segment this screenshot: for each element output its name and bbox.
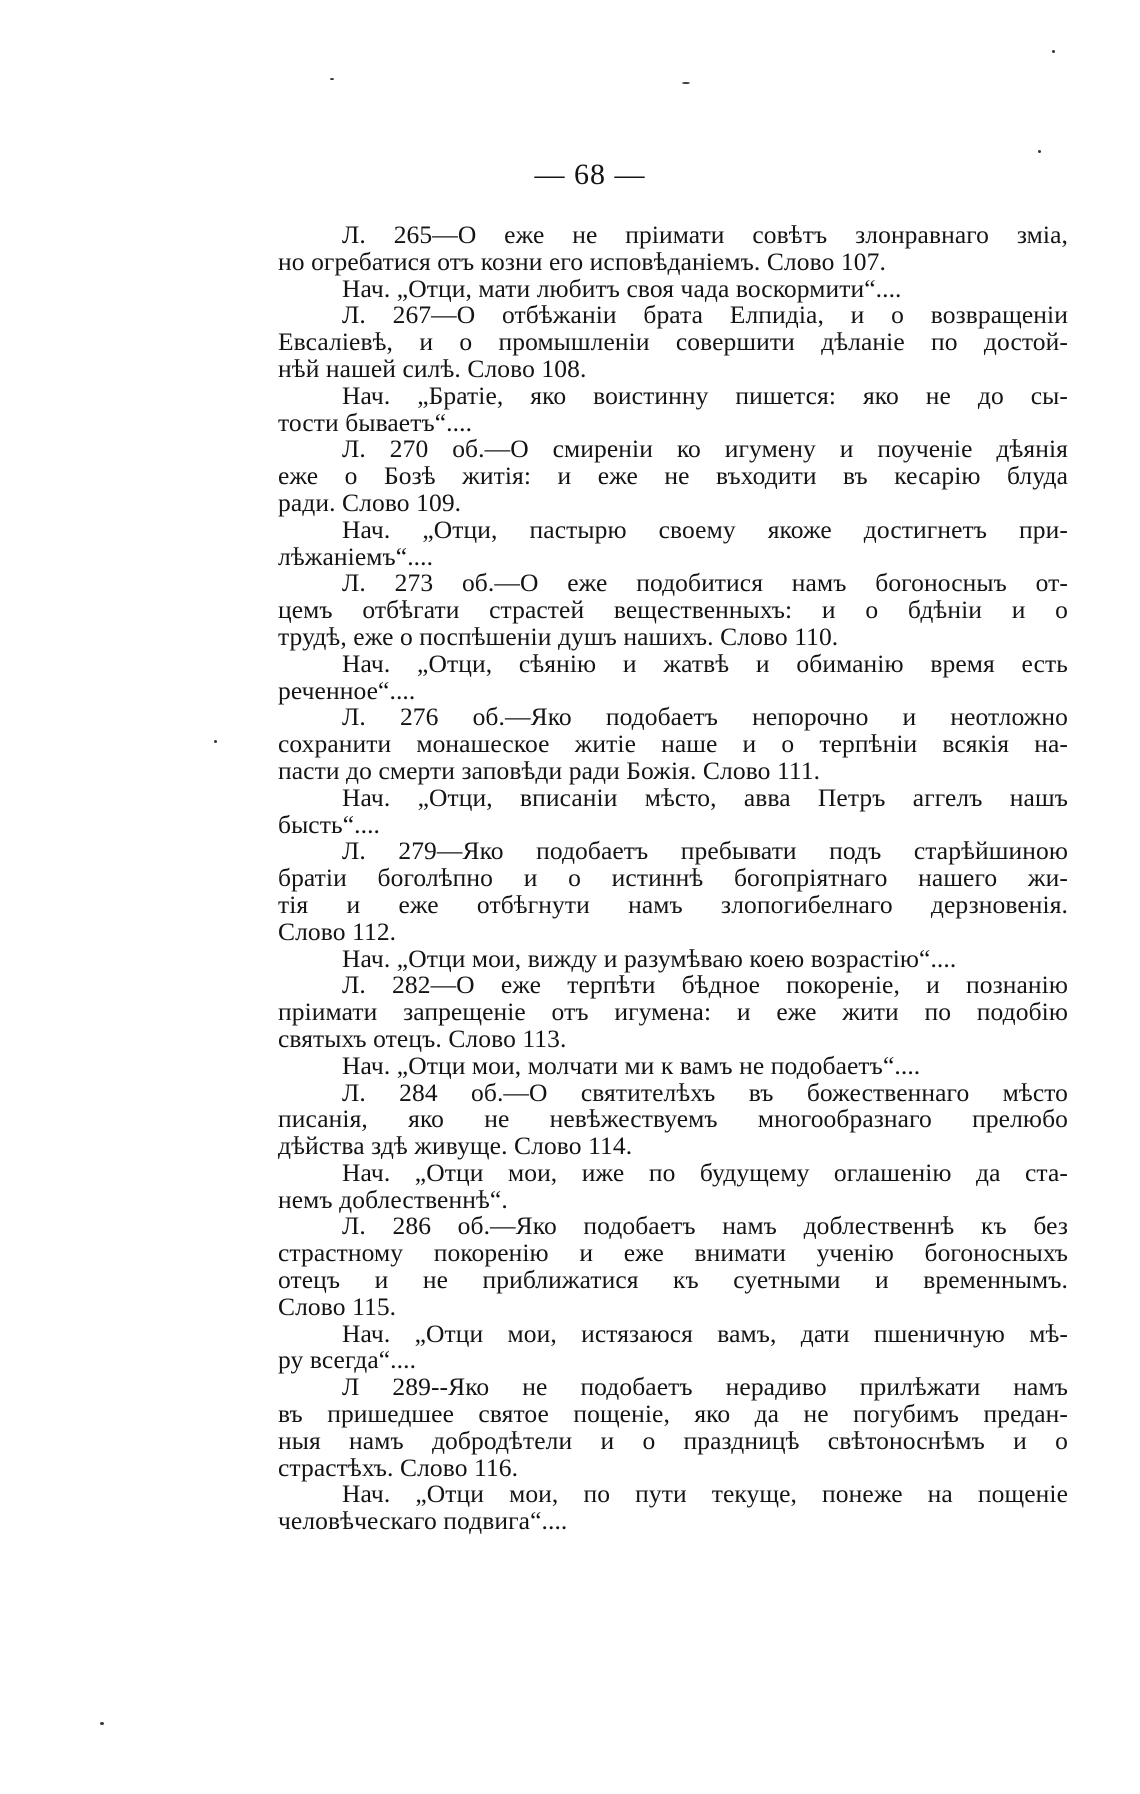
scan-speck (1038, 150, 1041, 153)
text-line: страстѣхъ. Слово 116. (278, 1452, 519, 1482)
text-line: въ пришедшее святое пощеніе, яко да не погубимъ предан- (278, 1399, 1068, 1429)
text-line: Л. 265—О еже не пріимати совѣтъ злонравнаго зміа, (342, 220, 1068, 249)
text-line: трудѣ, еже о поспѣшеніи душъ нашихъ. Слово 110. (278, 621, 839, 651)
text-line: пасти до смерти заповѣди ради Божія. Слово 111. (278, 755, 821, 785)
text-line: дѣйства здѣ живуще. Слово 114. (278, 1131, 633, 1161)
body-text (278, 222, 1068, 1535)
text-line: Нач. „Отци мои, молчати ми к вамъ не подобаетъ“.... (342, 1050, 921, 1080)
scan-speck (330, 78, 334, 80)
text-line: писанія, яко не невѣжествуемъ многообразнаго прелюбо (278, 1104, 1068, 1134)
text-line: Нач. „Отци мои, иже по будущему оглашенію да ста- (342, 1157, 1068, 1187)
text-line: ради. Слово 109. (278, 487, 462, 517)
text-line: Слово 115. (278, 1291, 397, 1321)
text-line: Л. 286 об.—Яко подобаетъ намъ доблественнѣ къ без (342, 1211, 1068, 1241)
text-line: лѣжаніемъ“.... (278, 541, 434, 571)
text-line: пріимати запрещеніе отъ игумена: и еже жити по подобію (278, 997, 1068, 1027)
text-line: Л. 267—О отбѣжаніи брата Елпидіа, и о возвращеніи (342, 300, 1068, 330)
text-line: Л. 276 об.—Яко подобаетъ непорочно и неотложно (342, 702, 1068, 732)
text-line: ныя намъ добродѣтели и о праздницѣ свѣтоноснѣмъ и о (278, 1425, 1068, 1455)
text-line: страстному покоренію и еже внимати ученію богоносныхъ (278, 1238, 1068, 1268)
text-line: реченное“.... (278, 675, 416, 705)
scan-speck (682, 82, 690, 84)
text-line: Нач. „Отци, мати любитъ своя чада воскормити“.... (342, 273, 902, 303)
text-line: Л. 282—О еже терпѣти бѣдное покореніе, и познанію (342, 970, 1068, 1000)
text-line: братіи боголѣпно и о истиннѣ богопріятнаго нашего жи- (278, 863, 1068, 893)
text-line: еже о Бозѣ житія: и еже не въходити въ кесарію блуда (278, 461, 1068, 491)
text-line: сохранити монашеское житіе наше и о терпѣніи всякія на- (278, 729, 1068, 759)
text-line: тія и еже отбѣгнути намъ злопогибелнаго дерзновенія. (278, 889, 1068, 919)
text-line: ру всегда“.... (278, 1345, 417, 1375)
text-line: Нач. „Братіе, яко воистинну пишется: яко не до сы- (342, 380, 1068, 410)
scan-speck (1052, 50, 1055, 53)
text-line: Евсаліевѣ, и о промышленіи совершити дѣланіе по достой- (278, 327, 1068, 357)
text-line: святыхъ отецъ. Слово 113. (278, 1023, 567, 1053)
text-line: немъ доблественнѣ“. (278, 1184, 508, 1214)
text-line: Нач. „Отци, вписаніи мѣсто, авва Петръ аггелъ нашъ (342, 782, 1068, 812)
text-line: Л 289--Яко не подобаетъ нерадиво прилѣжати намъ (342, 1372, 1068, 1402)
text-line: Нач. „Отци мои, вижду и разумѣваю коею возрастію“.... (342, 943, 957, 973)
text-line: Л. 270 об.—О смиреніи ко игумену и поученіе дѣянія (342, 434, 1068, 464)
text-line: бысть“.... (278, 809, 381, 839)
page-number: — 68 — (534, 158, 646, 191)
text-line: человѣческаго подвига“.... (278, 1506, 568, 1536)
text-line: Л. 284 об.—О святителѣхъ въ божественнаго мѣсто (342, 1077, 1068, 1107)
scan-speck (100, 1722, 104, 1725)
text-line: Нач. „Отци, пастырю своему якоже достигнетъ при- (342, 514, 1068, 544)
text-line: Нач. „Отци мои, по пути текуще, понеже на пощеніе (342, 1479, 1068, 1509)
text-line: отецъ и не приближатися къ суетными и временнымъ. (278, 1265, 1068, 1295)
text-line: цемъ отбѣгати страстей вещественныхъ: и о бдѣніи и о (278, 595, 1068, 625)
text-line: Л. 273 об.—О еже подобитися намъ богоносныъ от- (342, 568, 1068, 598)
text-line: нѣй нашей силѣ. Слово 108. (278, 353, 587, 383)
text-line: Л. 279—Яко подобаетъ пребывати подъ старѣйшиною (342, 836, 1068, 866)
text-line: Нач. „Отци, сѣянію и жатвѣ и обиманію время есть (342, 648, 1068, 678)
text-line: но огребатися отъ козни его исповѣданіемъ. Слово 107. (278, 246, 886, 276)
text-line: тости бываетъ“.... (278, 407, 473, 437)
text-line: Слово 112. (278, 916, 397, 946)
scan-speck (214, 740, 217, 743)
text-line: Нач. „Отци мои, истязаюся вамъ, дати пшеничную мѣ- (342, 1318, 1068, 1348)
